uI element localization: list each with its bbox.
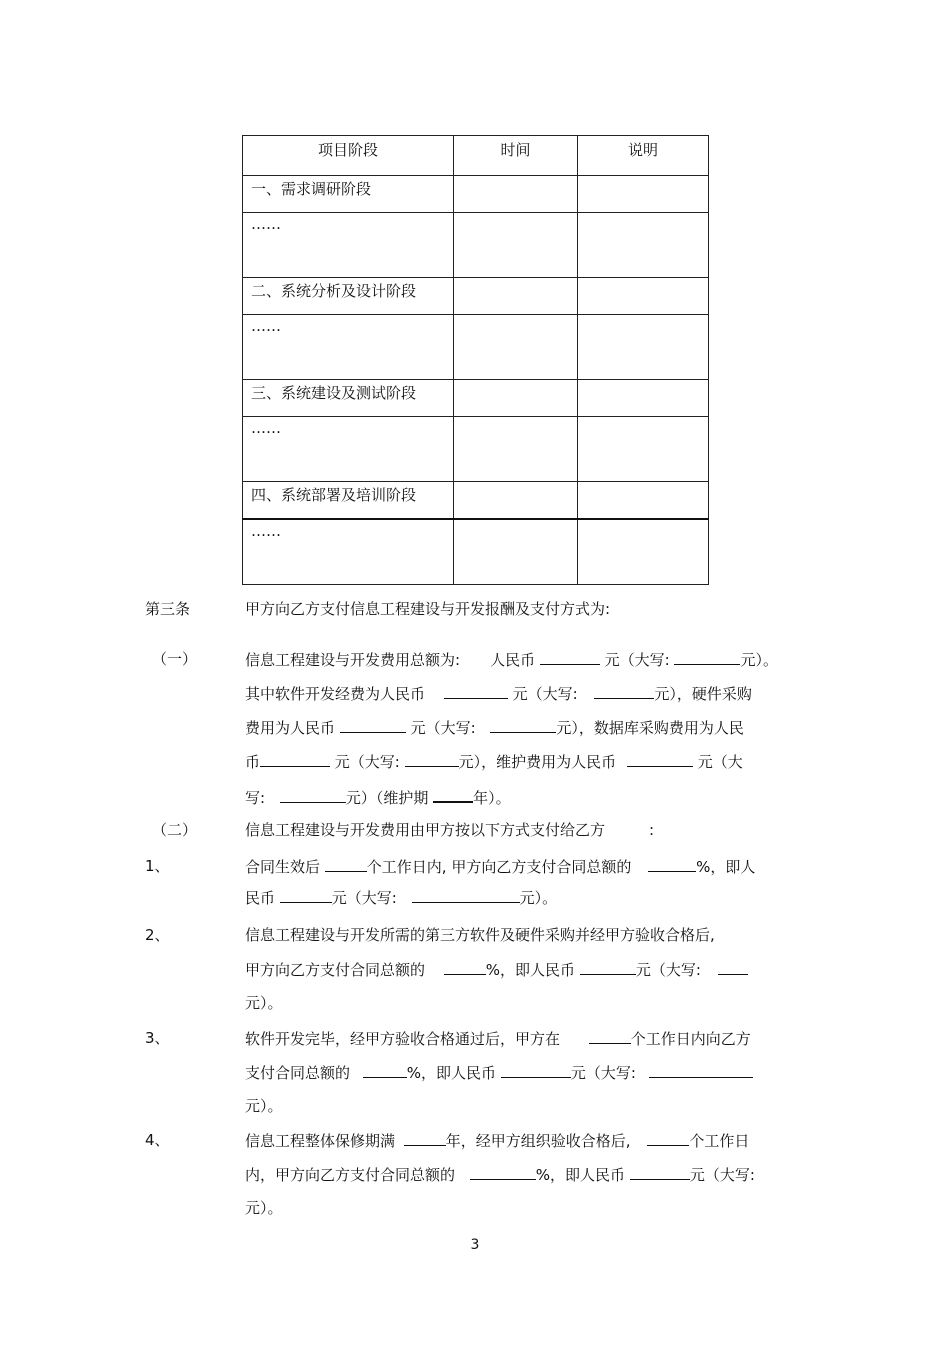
text-span: 甲方向乙方支付合同总额的	[245, 961, 426, 979]
text-span: 人民币	[490, 651, 536, 669]
blank-field[interactable]	[325, 856, 367, 872]
item2-line3: 元）。	[245, 994, 283, 1012]
blank-field[interactable]	[280, 887, 332, 903]
text-span: 信息工程整体保修期满	[245, 1132, 396, 1150]
blank-field[interactable]	[470, 1164, 536, 1180]
table-row	[243, 417, 709, 482]
time-cell	[454, 380, 578, 417]
time-cell	[454, 278, 578, 315]
table-row	[243, 519, 709, 585]
note-cell	[578, 213, 709, 278]
text-span: :	[649, 821, 655, 839]
text-span: 个工作日	[689, 1132, 750, 1150]
section1-line1	[245, 649, 778, 670]
blank-field[interactable]	[412, 887, 520, 903]
item-number: 3、	[145, 1029, 170, 1047]
item-number: 1、	[145, 857, 170, 875]
item-number: 4、	[145, 1131, 170, 1149]
text-span: 元），硬件采购	[654, 685, 752, 703]
blank-field[interactable]	[627, 751, 693, 767]
note-cell	[578, 315, 709, 380]
blank-field[interactable]	[674, 649, 740, 665]
text-span: 元（大写:	[331, 889, 397, 907]
text-span: 币	[245, 753, 261, 771]
phase-cell: 一、需求调研阶段	[243, 176, 454, 213]
text-span: 元（大写:	[689, 1166, 755, 1184]
text-span: %，即人民币	[406, 1064, 497, 1082]
detail-cell: ……	[243, 315, 454, 380]
section-label: （二）	[152, 821, 198, 839]
text-span: 写:	[245, 789, 266, 807]
item3-line1	[245, 1028, 751, 1049]
blank-field[interactable]	[340, 717, 406, 733]
text-span: 个工作日内,	[366, 858, 447, 876]
time-cell	[454, 417, 578, 482]
item1-line2	[245, 887, 557, 908]
blank-field[interactable]	[649, 1062, 753, 1078]
table-row	[243, 482, 709, 520]
blank-field[interactable]	[260, 751, 330, 767]
blank-field[interactable]	[280, 787, 346, 803]
blank-field[interactable]	[630, 1164, 690, 1180]
header-note: 说明	[578, 136, 709, 176]
text-span: 元（大	[697, 753, 743, 771]
article-text: 甲方向乙方支付信息工程建设与开发报酬及支付方式为:	[245, 600, 611, 618]
item4-line3: 元）。	[245, 1199, 283, 1217]
phase-cell: 四、系统部署及培训阶段	[243, 482, 454, 520]
text-span: 元（大写:	[635, 961, 701, 979]
text-span: 民币	[245, 889, 276, 907]
blank-field[interactable]	[718, 959, 748, 975]
note-cell	[578, 482, 709, 520]
item2-line2	[245, 959, 748, 980]
blank-field[interactable]	[405, 751, 459, 767]
blank-field[interactable]	[594, 683, 654, 699]
blank-field[interactable]	[648, 856, 696, 872]
text-span: 甲方向乙方支付合同总额的	[451, 858, 632, 876]
item2-line1: 信息工程建设与开发所需的第三方软件及硬件采购并经甲方验收合格后,	[245, 926, 715, 944]
blank-field[interactable]	[589, 1028, 631, 1044]
text-span: 元），维护费用为人民币	[458, 753, 617, 771]
text-span: 信息工程建设与开发费用由甲方按以下方式支付给乙方	[245, 821, 606, 839]
article-label: 第三条	[145, 600, 191, 618]
note-cell	[578, 176, 709, 213]
time-cell	[454, 176, 578, 213]
text-span: %，即人	[696, 858, 756, 876]
note-cell	[578, 519, 709, 585]
item3-line2	[245, 1062, 753, 1083]
text-span: 元）。	[519, 889, 558, 907]
item4-line2	[245, 1164, 755, 1185]
blank-field[interactable]	[444, 683, 508, 699]
detail-cell: ……	[243, 213, 454, 278]
header-phase: 项目阶段	[243, 136, 454, 176]
text-span: 元（大写:	[570, 1064, 636, 1082]
section1-line3	[245, 717, 744, 738]
blank-field[interactable]	[647, 1130, 689, 1146]
table-row	[243, 176, 709, 213]
table-row	[243, 315, 709, 380]
blank-field[interactable]	[404, 1130, 446, 1146]
text-span: 合同生效后	[245, 858, 321, 876]
text-span: 支付合同总额的	[245, 1064, 351, 1082]
project-phase-table	[242, 135, 709, 585]
section-label: （一）	[152, 650, 198, 668]
phase-cell: 二、系统分析及设计阶段	[243, 278, 454, 315]
text-span: 内，甲方向乙方支付合同总额的	[245, 1166, 456, 1184]
header-time: 时间	[454, 136, 578, 176]
phase-cell: 三、系统建设及测试阶段	[243, 380, 454, 417]
table-row	[243, 213, 709, 278]
text-span: 费用为人民币	[245, 719, 336, 737]
blank-field[interactable]	[540, 649, 600, 665]
page-number: 3	[470, 1237, 480, 1253]
text-span: 元（大写:	[512, 685, 578, 703]
text-span: %，即人民币	[485, 961, 576, 979]
section1-line4	[245, 751, 743, 772]
table-row	[243, 278, 709, 315]
text-span: 元）（维护期	[345, 789, 429, 807]
blank-field[interactable]	[501, 1062, 571, 1078]
item1-line1	[245, 856, 755, 877]
text-span: %，即人民币	[535, 1166, 626, 1184]
note-cell	[578, 417, 709, 482]
time-cell	[454, 519, 578, 585]
time-cell	[454, 482, 578, 520]
section1-line2	[245, 683, 752, 704]
item3-line3: 元）。	[245, 1097, 283, 1115]
table-header-row	[243, 136, 709, 176]
detail-cell: ……	[243, 417, 454, 482]
section1-line5	[245, 786, 511, 808]
text-span: 年，经甲方组织验收合格后,	[445, 1132, 631, 1150]
time-cell	[454, 315, 578, 380]
blank-field[interactable]	[490, 717, 556, 733]
text-span: 个工作日内向乙方	[630, 1030, 751, 1048]
text-span: 信息工程建设与开发费用总额为:	[245, 651, 461, 669]
blank-field[interactable]	[444, 959, 486, 975]
note-cell	[578, 278, 709, 315]
text-span: 元（大写:	[604, 651, 670, 669]
item4-line1	[245, 1130, 749, 1151]
text-span: 元（大写:	[410, 719, 476, 737]
blank-field[interactable]	[363, 1062, 407, 1078]
section2-text	[245, 820, 654, 840]
blank-field[interactable]	[580, 959, 636, 975]
blank-field[interactable]	[433, 786, 473, 803]
text-span: 元），数据库采购费用为人民	[556, 719, 744, 737]
table-row	[243, 380, 709, 417]
item-number: 2、	[145, 926, 170, 944]
text-span: 软件开发完毕，经甲方验收合格通过后，甲方在	[245, 1030, 561, 1048]
detail-cell: ……	[243, 519, 454, 585]
text-span: 年）。	[473, 789, 511, 807]
text-span: 元）。	[740, 651, 778, 669]
note-cell	[578, 380, 709, 417]
time-cell	[454, 213, 578, 278]
text-span: 元（大写:	[334, 753, 400, 771]
text-span: 其中软件开发经费为人民币	[245, 685, 426, 703]
